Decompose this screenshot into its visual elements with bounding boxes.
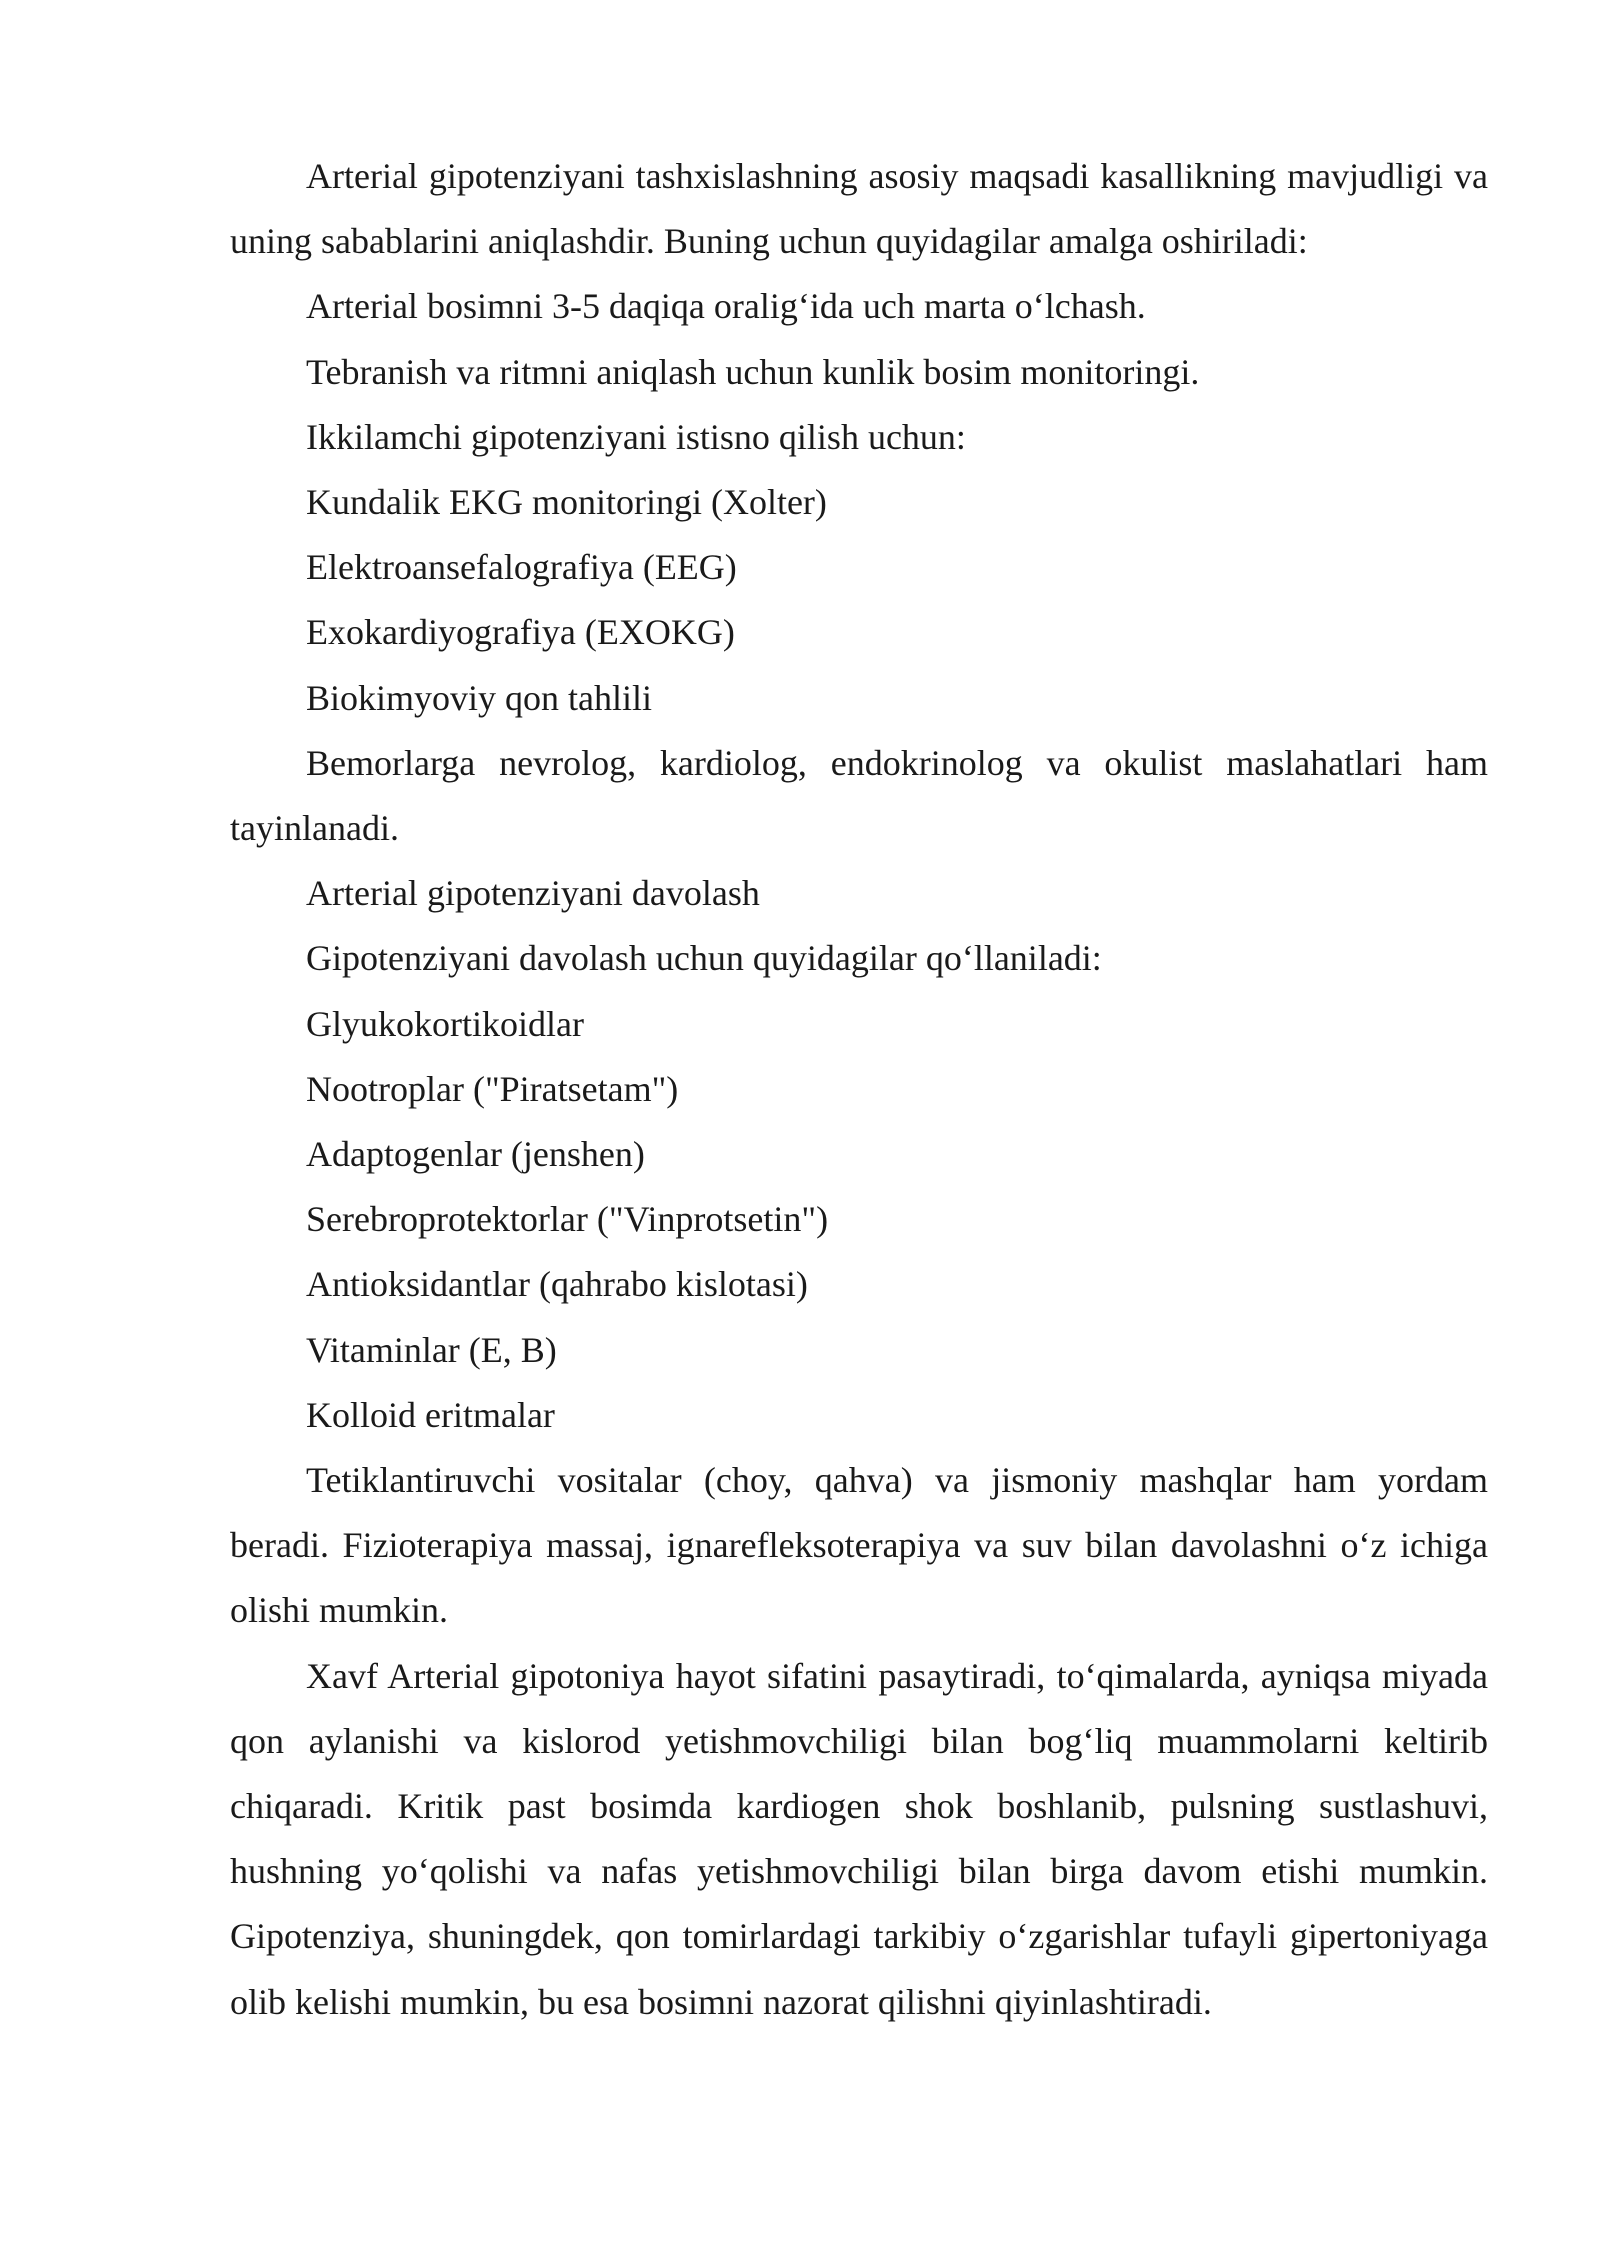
list-item-glucocorticoids: Glyukokortikoidlar	[306, 1003, 584, 1044]
list-item-exokg: Exokardiyografiya (EXOKG)	[306, 612, 735, 653]
paragraph-stimulants-physiotherapy: Tetiklantiruvchi vositalar (choy, qahva) va jismoniy mashqlar ham yordam beradi. Fizioterapiya massaj, ignarefleksoterapiya va suv bilan davolashni o‘z ichiga olishi mumkin.	[230, 1460, 1488, 1631]
paragraph-daily-monitoring: Tebranish va ritmni aniqlash uchun kunlik bosim monitoringi.	[306, 351, 1200, 392]
list-item-blood-test: Biokimyoviy qon tahlili	[306, 677, 653, 718]
section-heading-treatment: Arterial gipotenziyani davolash	[306, 873, 760, 914]
paragraph-secondary-exclusion: Ikkilamchi gipotenziyani istisno qilish uchun:	[306, 416, 966, 457]
list-item-cerebroprotectors: Serebroprotektorlar ("Vinprotsetin")	[306, 1199, 829, 1240]
list-item-antioxidants: Antioksidantlar (qahrabo kislotasi)	[306, 1264, 808, 1305]
list-item-vitamins: Vitaminlar (E, B)	[306, 1329, 557, 1370]
list-item-ekg: Kundalik EKG monitoringi (Xolter)	[306, 482, 827, 523]
paragraph-diagnosis-intro: Arterial gipotenziyani tashxislashning asosiy maqsadi kasallikning mavjudligi va uning sabablarini aniqlashdir. Buning uchun quyidagilar amalga oshiriladi:	[230, 156, 1488, 262]
paragraph-risk: Xavf Arterial gipotoniya hayot sifatini pasaytiradi, to‘qimalarda, ayniqsa miyada qon aylanishi va kislorod yetishmovchiligi bilan bog‘liq muammolarni keltirib chiqaradi. Kritik past bosimda kardiogen shok boshlanib, pulsning sustlashuvi, hushning yo‘qolishi va nafas yetishmovchiligi bilan birga davom etishi mumkin. Gipotenziya, shuningdek, qon tomirlardagi tarkibiy o‘zgarishlar tufayli gipertoniyaga olib kelishi mumkin, bu esa bosimni nazorat qilishni qiyinlashtiradi.	[230, 1655, 1488, 2022]
list-item-eeg: Elektroansefalografiya (EEG)	[306, 547, 737, 588]
list-item-colloid-solutions: Kolloid eritmalar	[306, 1394, 555, 1435]
list-item-adaptogens: Adaptogenlar (jenshen)	[306, 1134, 645, 1175]
list-item-nootropics: Nootroplar ("Piratsetam")	[306, 1068, 679, 1109]
document-body	[230, 144, 1488, 2035]
paragraph-specialist-consultations: Bemorlarga nevrolog, kardiolog, endokrinolog va okulist maslahatlari ham tayinlanadi.	[230, 742, 1488, 849]
paragraph-treatment-intro: Gipotenziyani davolash uchun quyidagilar qo‘llaniladi:	[306, 938, 1102, 979]
paragraph-bp-measurement: Arterial bosimni 3-5 daqiqa oralig‘ida uch marta o‘lchash.	[306, 286, 1146, 327]
